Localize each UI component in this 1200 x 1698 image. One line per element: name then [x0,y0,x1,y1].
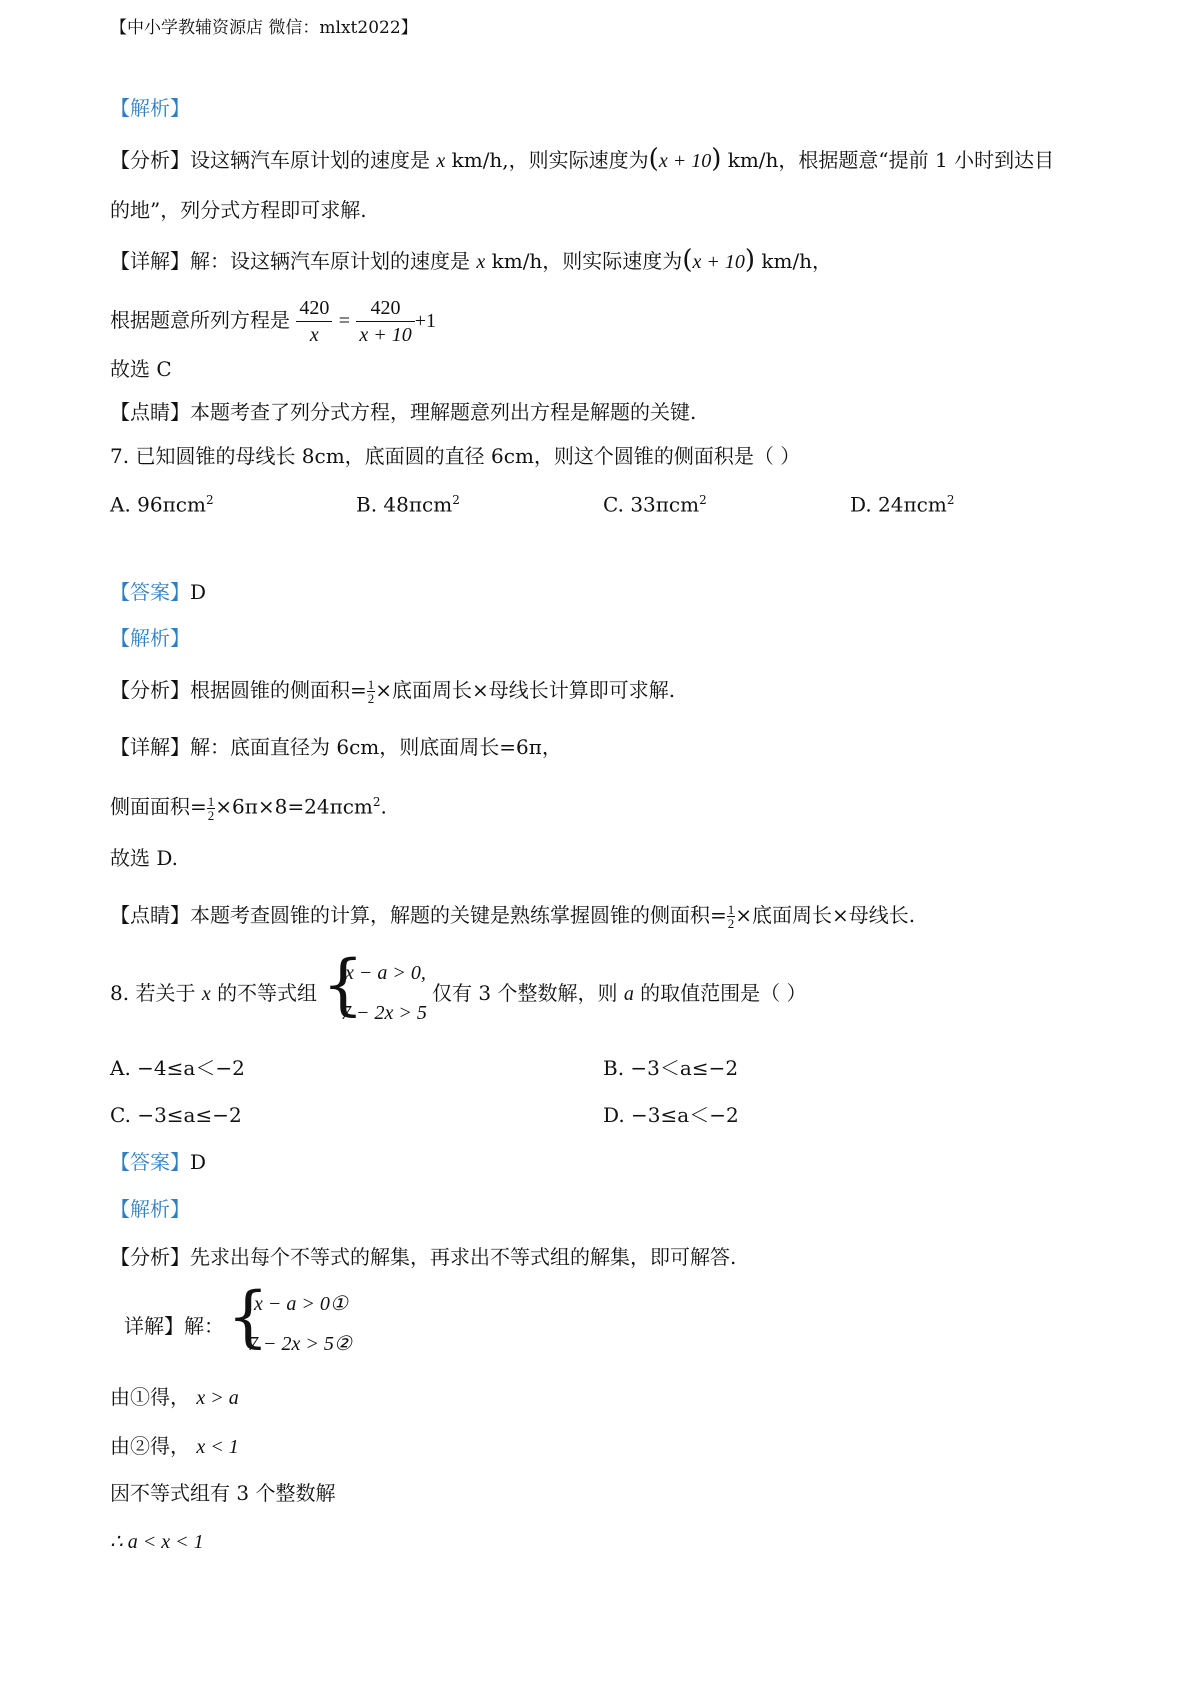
q6-xiangjie-line1: 【详解】解：设这辆汽车原计划的速度是 x km/h，则实际速度为(x + 10) km/h， [110,245,833,275]
q8-inequality-2: 7 − 2x > 5 [341,1002,427,1024]
fraction-one-half: $\frac{1}{2}$ [727,902,735,931]
q6-dianjing: 【点睛】本题考查了列分式方程，理解题意列出方程是解题的关键. [110,400,697,424]
q6-choice: 故选 C [110,357,172,381]
q8-option-b: B. −3＜a≤−2 [603,1056,739,1080]
q8-from-2: 由②得， x < 1 [110,1434,239,1458]
q8-stem-rest: 仅有 3 个整数解，则 a 的取值范围是（ ） [432,981,807,1005]
q6-fenxi-line1: 【分析】设这辆汽车原计划的速度是 x km/h,，则实际速度为(x + 10) km/h，根据题意“提前 1 小时到达目 [110,144,1055,174]
q8-stem: 8. 若关于 x 的不等式组 [110,981,318,1005]
q8-system-1: x − a > 0① [254,1293,348,1315]
q8-brace: { [322,946,364,1023]
q8-xiangjie-label: 详解】解： [124,1314,224,1338]
q8-from-1: 由①得， x > a [110,1385,239,1409]
q7-xiangjie: 【详解】解：底面直径为 6cm，则底面周长=6π， [110,735,562,759]
q7-option-a: A. 96πcm$^2$ [110,492,214,517]
fraction-420-over-x-plus-10: $\frac{420}{x + 10}$ [356,295,414,348]
q7-stem: 7. 已知圆锥的母线长 8cm，底面圆的直径 6cm，则这个圆锥的侧面积是（ ） [110,444,801,468]
q8-option-c: C. −3≤a≤−2 [110,1103,242,1127]
q8-answer: 【答案】D [110,1150,207,1174]
q7-fenxi: 【分析】根据圆锥的侧面积= $\frac{1}{2}$ ×底面周长×母线长计算即可求解. [110,677,676,706]
watermark-header: 【中小学教辅资源店 微信：mlxt2022】 [110,18,418,38]
q7-analysis-heading: 【解析】 [110,626,190,650]
q7-option-b: B. 48πcm$^2$ [356,492,460,517]
q8-solution-brace: { [227,1278,269,1355]
q8-option-d: D. −3≤a＜−2 [603,1103,739,1127]
q6-analysis-heading: 【解析】 [110,96,190,120]
fraction-420-over-x: $\frac{420}{x}$ [296,295,332,348]
q8-system-2: 7 − 2x > 5② [248,1333,352,1355]
q7-option-c: C. 33πcm$^2$ [603,492,707,517]
fraction-one-half: $\frac{1}{2}$ [207,793,215,823]
fenxi-tag: 【分析】 [110,148,190,172]
q8-therefore: ∴ a < x < 1 [110,1531,204,1553]
q8-fenxi: 【分析】先求出每个不等式的解集，再求出不等式组的解集，即可解答. [110,1245,737,1269]
q6-equation: 根据题意所列方程是 $\frac{420}{x}$ = $\frac{420}{x + 10}$ +1 [110,297,437,346]
dianjing-tag: 【点睛】 [110,400,190,424]
q7-choice: 故选 D. [110,846,179,870]
q7-answer: 【答案】D [110,580,207,604]
q6-fenxi-line2: 的地”，列分式方程即可求解. [110,198,367,222]
q8-analysis-heading: 【解析】 [110,1197,190,1221]
q8-because: 因不等式组有 3 个整数解 [110,1481,336,1505]
q8-inequality-1: x − a > 0, [345,962,426,984]
xiangjie-tag: 【详解】 [110,249,190,273]
q7-option-d: D. 24πcm$^2$ [850,492,955,517]
q8-option-a: A. −4≤a＜−2 [110,1056,245,1080]
q7-dianjing: 【点睛】本题考查圆锥的计算，解题的关键是熟练掌握圆锥的侧面积= $\frac{1}{2}$ ×底面周长×母线长. [110,902,916,931]
fraction-one-half: $\frac{1}{2}$ [367,677,375,706]
q7-side-area: 侧面面积= $\frac{1}{2}$ ×6π×8=24πcm$^2$. [110,793,387,823]
